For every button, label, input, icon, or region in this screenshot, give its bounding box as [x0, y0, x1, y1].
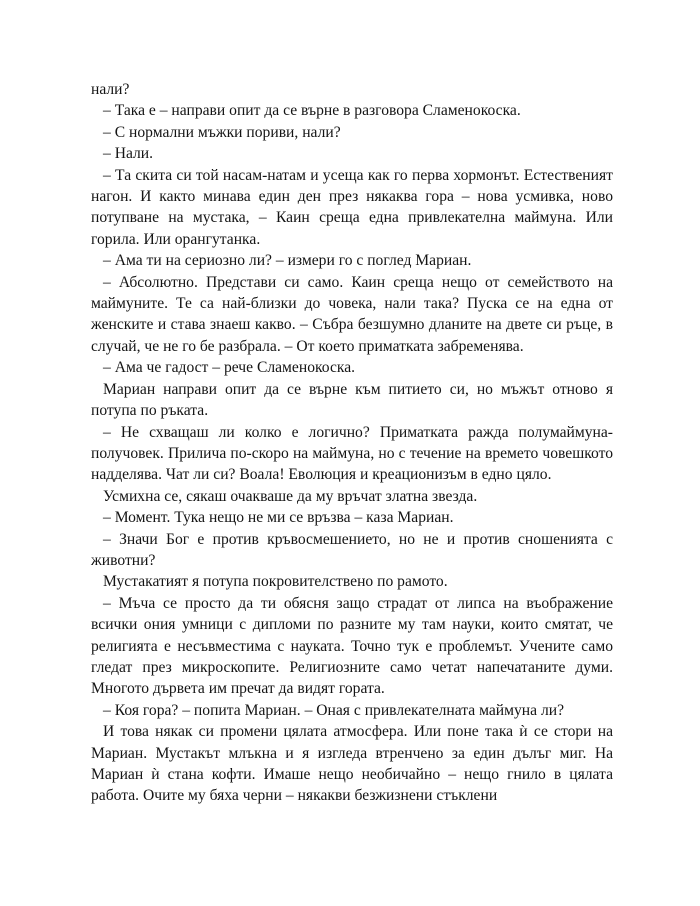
paragraph: – Нали. [103, 145, 154, 163]
paragraph: Усмихна се, сякаш очакваше да му връчат златна звезда. [103, 487, 478, 505]
paragraph: – Момент. Тука нещо не ми се връзва – каза Мариан. [103, 509, 454, 527]
paragraph: – Мъча се просто да ти обясня защо страдат от липса на въображение всички ония умници с дипломи по разните му там науки, които смятат, че религията е несъвместима с науката. Точно тук е проблемът. Учените само гледат през микроскопите. Религиозните само четат напечатаните думи. Многото дървета им пречат да видят гората. [91, 594, 613, 698]
paragraph: Мустакатият я потупа покровителствено по рамото. [103, 573, 448, 591]
paragraph: – Така е – направи опит да се върне в разговора Сламенокоска. [103, 102, 521, 120]
paragraph: – Коя гора? – попита Мариан. – Оная с привлекателната маймуна ли? [103, 701, 565, 719]
paragraph: – Значи Бог е против кръвосмешението, но не и против сношенията с животни? [91, 530, 613, 569]
paragraph: И това някак си промени цялата атмосфера. Или поне така ѝ се стори на Мариан. Мустакът млъкна и я изгледа втренчено за един дълъг миг. На Мариан ѝ стана кофти. Имаше нещо необичайно – нещо гнило в цялата работа. Очите му бяха черни – някакви безжизнени стъклени [91, 723, 613, 805]
paragraph: – Ама че гадост – рече Сламенокоска. [103, 359, 356, 377]
paragraph: – Абсолютно. Представи си само. Каин среща нещо от семейството на маймуните. Те са най-близки до човека, нали така? Пуска се на една от женските и става знаеш какво. – Събра безшумно дланите на двете си ръце, в случай, че не го бе разбрала. – От което приматката забременява. [91, 273, 613, 355]
paragraph: – Не схващаш ли колко е логично? Приматката ражда полумаймуна-получовек. Прилича по-скоро на маймуна, но с течение на времето човешкото надделява. Чат ли си? Воала! Еволюция и креационизъм в едно цяло. [91, 423, 613, 484]
book-page-text [91, 79, 613, 807]
paragraph: – Та скита си той насам-натам и усеща как го перва хормонът. Естественият нагон. И както минава един ден през някаква гора – нова усмивка, ново потупване на мустака, – Каин среща една привлекателна маймуна. Или горила. Или орангутанка. [91, 166, 613, 248]
paragraph: – С нормални мъжки пориви, нали? [103, 123, 341, 141]
paragraph: нали? [91, 81, 130, 98]
paragraph: – Ама ти на сериозно ли? – измери го с поглед Мариан. [103, 252, 472, 270]
paragraph: Мариан направи опит да се върне към питието си, но мъжът отново я потупа по ръката. [91, 380, 613, 420]
